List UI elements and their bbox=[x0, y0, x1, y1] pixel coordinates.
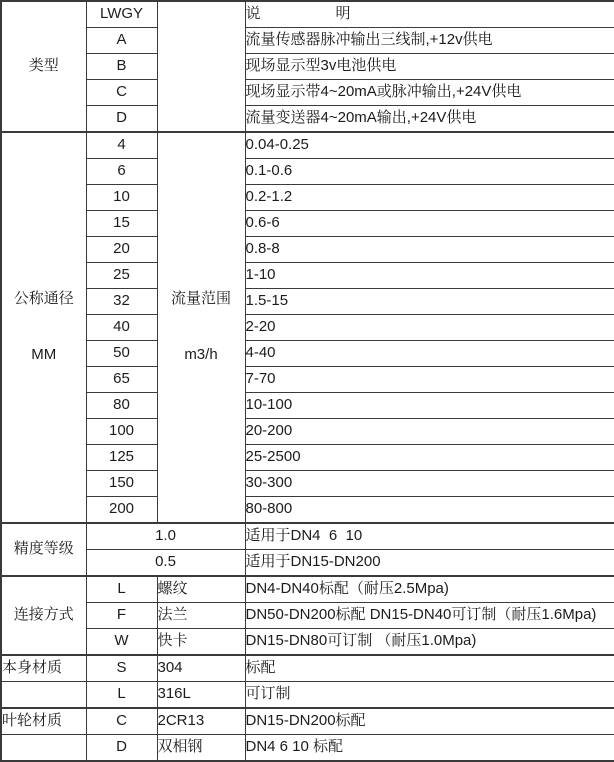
connection-code-cell: L bbox=[86, 576, 157, 603]
flow-range-cell: 7-70 bbox=[245, 367, 614, 393]
connection-code-cell: W bbox=[86, 629, 157, 656]
flow-range-cell: 2-20 bbox=[245, 315, 614, 341]
flow-range-cell: 25-2500 bbox=[245, 445, 614, 471]
empty-label-cell bbox=[1, 682, 86, 709]
dn-cell: 125 bbox=[86, 445, 157, 471]
type-code-cell: D bbox=[86, 106, 157, 133]
diameter-row bbox=[1, 393, 614, 419]
connection-name-cell: 法兰 bbox=[157, 603, 245, 629]
connection-row bbox=[1, 629, 614, 656]
flow-range-cell: 4-40 bbox=[245, 341, 614, 367]
material-desc-cell: DN4 6 10 标配 bbox=[245, 735, 614, 762]
connection-name-cell: 螺纹 bbox=[157, 576, 245, 603]
dn-cell: 6 bbox=[86, 159, 157, 185]
type-row bbox=[1, 80, 614, 106]
flow-range-cell: 80-800 bbox=[245, 497, 614, 524]
diameter-row bbox=[1, 263, 614, 289]
material-desc-cell: DN15-DN200标配 bbox=[245, 708, 614, 735]
diameter-row bbox=[1, 341, 614, 367]
material-name-cell: 2CR13 bbox=[157, 708, 245, 735]
material-desc-cell: 标配 bbox=[245, 655, 614, 682]
section-label-connection: 连接方式 bbox=[1, 576, 86, 655]
description-header-cell: 说 明 bbox=[245, 1, 614, 28]
dn-cell: 80 bbox=[86, 393, 157, 419]
dn-cell: 200 bbox=[86, 497, 157, 524]
diameter-row bbox=[1, 237, 614, 263]
connection-row bbox=[1, 603, 614, 629]
material-code-cell: D bbox=[86, 735, 157, 762]
flow-range-label-cell bbox=[157, 132, 245, 523]
diameter-row bbox=[1, 289, 614, 315]
type-code-cell: C bbox=[86, 80, 157, 106]
connection-desc-cell: DN15-DN80可订制 （耐压1.0Mpa) bbox=[245, 629, 614, 656]
type-desc-cell: 流量变送器4~20mA输出,+24V供电 bbox=[245, 106, 614, 133]
flow-range-cell: 10-100 bbox=[245, 393, 614, 419]
material-desc-cell: 可订制 bbox=[245, 682, 614, 709]
impeller-material-row bbox=[1, 708, 614, 735]
diameter-row bbox=[1, 471, 614, 497]
dn-cell: 4 bbox=[86, 132, 157, 159]
connection-desc-cell: DN4-DN40标配（耐压2.5Mpa) bbox=[245, 576, 614, 603]
dn-cell: 20 bbox=[86, 237, 157, 263]
diameter-row bbox=[1, 159, 614, 185]
connection-code-cell: F bbox=[86, 603, 157, 629]
body-material-row bbox=[1, 682, 614, 709]
flow-range-label-line2: m3/h bbox=[184, 346, 218, 364]
material-name-cell: 双相钢 bbox=[157, 735, 245, 762]
header-row bbox=[1, 1, 614, 28]
impeller-material-row bbox=[1, 735, 614, 762]
section-label-type: 类型 bbox=[1, 1, 86, 132]
flow-range-cell: 0.8-8 bbox=[245, 237, 614, 263]
accuracy-desc-cell: 适用于DN15-DN200 bbox=[245, 550, 614, 577]
dn-cell: 40 bbox=[86, 315, 157, 341]
section-label-impeller-material: 叶轮材质 bbox=[1, 708, 86, 735]
dn-cell: 15 bbox=[86, 211, 157, 237]
material-code-cell: L bbox=[86, 682, 157, 709]
flow-range-cell: 1.5-15 bbox=[245, 289, 614, 315]
type-desc-cell: 现场显示带4~20mA或脉冲输出,+24V供电 bbox=[245, 80, 614, 106]
type-row bbox=[1, 28, 614, 54]
diameter-row bbox=[1, 315, 614, 341]
section-label-body-material: 本身材质 bbox=[1, 655, 86, 682]
diameter-row bbox=[1, 497, 614, 524]
dn-cell: 150 bbox=[86, 471, 157, 497]
type-row bbox=[1, 106, 614, 133]
material-code-cell: S bbox=[86, 655, 157, 682]
flow-range-cell: 0.2-1.2 bbox=[245, 185, 614, 211]
type-desc-cell: 流量传感器脉冲输出三线制,+12v供电 bbox=[245, 28, 614, 54]
diameter-row bbox=[1, 185, 614, 211]
material-code-cell: C bbox=[86, 708, 157, 735]
diameter-row bbox=[1, 419, 614, 445]
diameter-row bbox=[1, 211, 614, 237]
empty-label-cell bbox=[1, 735, 86, 762]
flow-range-cell: 0.6-6 bbox=[245, 211, 614, 237]
diameter-label-line1: 公称通径 bbox=[13, 290, 74, 307]
flow-range-cell: 0.04-0.25 bbox=[245, 132, 614, 159]
dn-cell: 50 bbox=[86, 341, 157, 367]
section-label-diameter bbox=[1, 132, 86, 523]
flow-range-cell: 1-10 bbox=[245, 263, 614, 289]
accuracy-row bbox=[1, 523, 614, 550]
dn-cell: 25 bbox=[86, 263, 157, 289]
flow-range-cell: 0.1-0.6 bbox=[245, 159, 614, 185]
type-code-cell: A bbox=[86, 28, 157, 54]
type-row bbox=[1, 54, 614, 80]
flow-range-cell: 30-300 bbox=[245, 471, 614, 497]
accuracy-value-cell: 0.5 bbox=[86, 550, 245, 577]
diameter-row bbox=[1, 132, 614, 159]
dn-cell: 100 bbox=[86, 419, 157, 445]
accuracy-value-cell: 1.0 bbox=[86, 523, 245, 550]
flow-range-cell: 20-200 bbox=[245, 419, 614, 445]
accuracy-row bbox=[1, 550, 614, 577]
empty-spacer-cell bbox=[157, 1, 245, 132]
diameter-row bbox=[1, 367, 614, 393]
connection-row bbox=[1, 576, 614, 603]
section-label-accuracy: 精度等级 bbox=[1, 523, 86, 576]
flow-range-label-line1: 流量范围 bbox=[170, 290, 231, 307]
dn-cell: 32 bbox=[86, 289, 157, 315]
material-name-cell: 316L bbox=[157, 682, 245, 709]
dn-cell: 10 bbox=[86, 185, 157, 211]
connection-desc-cell: DN50-DN200标配 DN15-DN40可订制（耐压1.6Mpa) bbox=[245, 603, 614, 629]
diameter-label-line2: MM bbox=[31, 346, 57, 364]
model-code-cell: LWGY bbox=[86, 1, 157, 28]
diameter-row bbox=[1, 445, 614, 471]
body-material-row bbox=[1, 655, 614, 682]
dn-cell: 65 bbox=[86, 367, 157, 393]
type-desc-cell: 现场显示型3v电池供电 bbox=[245, 54, 614, 80]
connection-name-cell: 快卡 bbox=[157, 629, 245, 656]
accuracy-desc-cell: 适用于DN4 6 10 bbox=[245, 523, 614, 550]
type-code-cell: B bbox=[86, 54, 157, 80]
material-name-cell: 304 bbox=[157, 655, 245, 682]
